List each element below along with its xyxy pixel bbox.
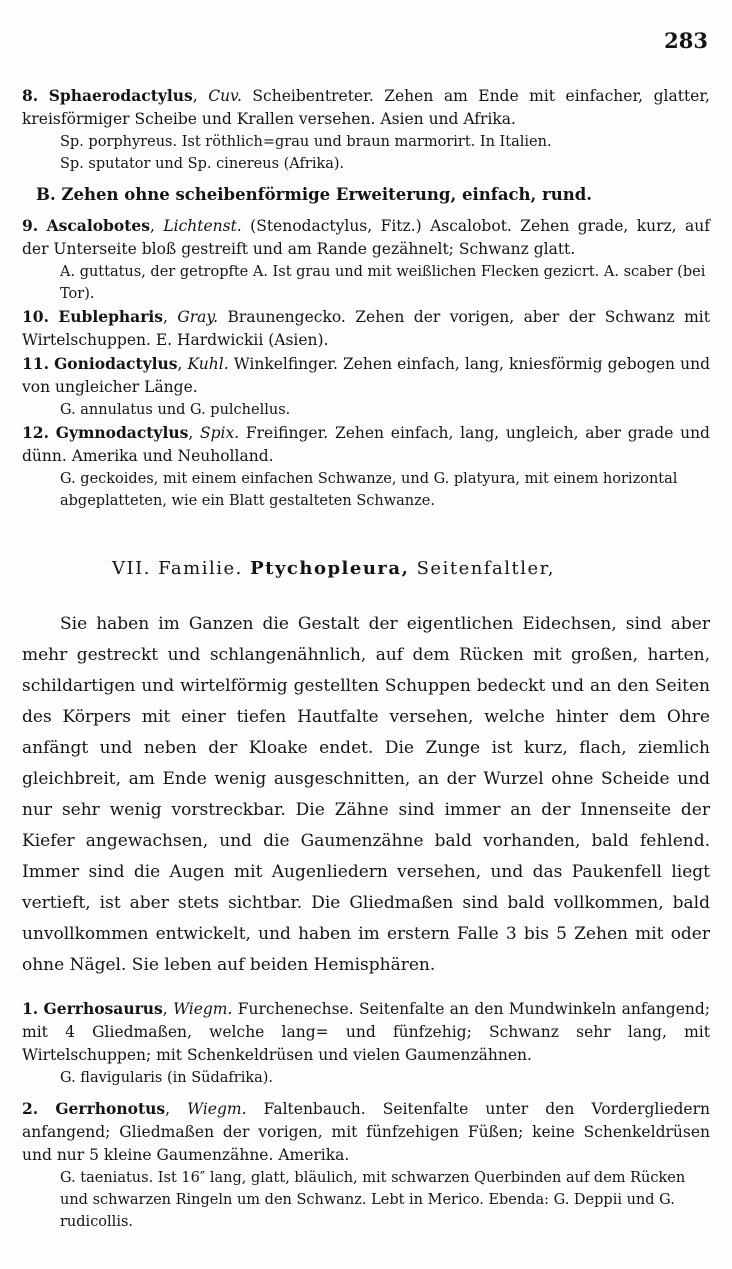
species-line: G. annulatus und G. pulchellus. — [60, 402, 291, 418]
entry-gerrhonotus: 2. Gerrhonotus, Wiegm. Faltenbauch. Seitenfalte unter den Vordergliedern anfangend; Gliedmaßen der vorigen, mit fünfzehigen Füßen; keine Schenkeldrüsen und nur 5 kleine Gaumenzähne. Amerika. — [22, 1099, 710, 1164]
species-line: Sp. sputator und Sp. cinereus (Afrika). — [60, 156, 345, 172]
family-description: Sie haben im Ganzen die Gestalt der eigentlichen Eidechsen, sind aber mehr gestreckt und schlangenähnlich, auf dem Rücken mit großen, harten, schildartigen und wirtelförmig gestellten Schuppen bedeckt und an den Seiten des Körpers mit einer tiefen Hautfalte versehen, welche hinter dem Ohre anfängt und neben der Kloake endet. Die Zunge ist kurz, flach, ziemlich gleichbreit, am Ende wenig ausgeschnitten, an der Wurzel ohne Scheide und nur sehr wenig vorstreckbar. Die Zähne sind immer an der Innenseite der Kiefer angewachsen, und die Gaumenzähne bald vorhanden, bald fehlend. Immer sind die Augen mit Augenliedern versehen, und das Paukenfell liegt vertieft, ist aber stets sichtbar. Die Gliedmaßen sind bald vollkommen, bald unvollkommen entwickelt, und haben im erstern Falle 3 bis 5 Zehen mit oder ohne Nägel. Sie leben auf beiden Hemisphären. — [22, 614, 710, 975]
species-line: G. flavigularis (in Südafrika). — [60, 1070, 274, 1086]
entry-goniodactylus: 11. Goniodactylus, Kuhl. Winkelfinger. Zehen einfach, lang, kniesförmig gebogen und von ungleicher Länge. — [22, 354, 710, 396]
family-heading: VII. Familie. Ptychopleura, Seitenfaltler, — [112, 558, 555, 579]
entry-gymnodactylus: 12. Gymnodactylus, Spix. Freifinger. Zehen einfach, lang, ungleich, aber grade und dünn. Amerika und Neuholland. — [22, 423, 710, 465]
species-line: G. taeniatus. Ist 16″ lang, glatt, bläulich, mit schwarzen Querbinden auf dem Rücken und schwarzen Ringeln um den Schwanz. Lebt in Merico. Ebenda: G. Deppii und G. rudicollis. — [60, 1170, 686, 1230]
species-line: Sp. porphyreus. Ist röthlich=grau und braun marmorirt. In Italien. — [60, 134, 552, 150]
entry-ascalobotes: 9. Ascalobotes, Lichtenst. (Stenodactylus, Fitz.) Ascalobot. Zehen grade, kurz, auf der Unterseite bloß gestreift und am Rande gezähnelt; Schwanz glatt. — [22, 216, 710, 258]
entry-sphaerodactylus: 8. Sphaerodactylus, Cuv. Scheibentreter. Zehen am Ende mit einfacher, glatter, kreisförmiger Scheibe und Krallen versehen. Asien und Afrika. — [22, 86, 710, 128]
page-number: 283 — [664, 28, 708, 53]
subsection-heading: B. Zehen ohne scheibenförmige Erweiterung, einfach, rund. — [36, 185, 593, 204]
entry-gerrhosaurus: 1. Gerrhosaurus, Wiegm. Furchenechse. Seitenfalte an den Mundwinkeln anfangend; mit 4 Gliedmaßen, welche lang= und fünfzehig; Schwanz sehr lang, mit Wirtelschuppen; mit Schenkeldrüsen und vielen Gaumenzähnen. — [22, 999, 711, 1064]
entry-eublepharis: 10. Eublepharis, Gray. Braunengecko. Zehen der vorigen, aber der Schwanz mit Wirtelschuppen. E. Hardwickii (Asien). — [22, 307, 710, 349]
species-line: A. guttatus, der getropfte A. Ist grau und mit weißlichen Flecken gezicrt. A. scaber (bei Tor). — [60, 264, 706, 302]
species-line: G. geckoides, mit einem einfachen Schwanze, und G. platyura, mit einem horizontal abgeplatteten, wie ein Blatt gestalteten Schwanze. — [60, 471, 678, 509]
